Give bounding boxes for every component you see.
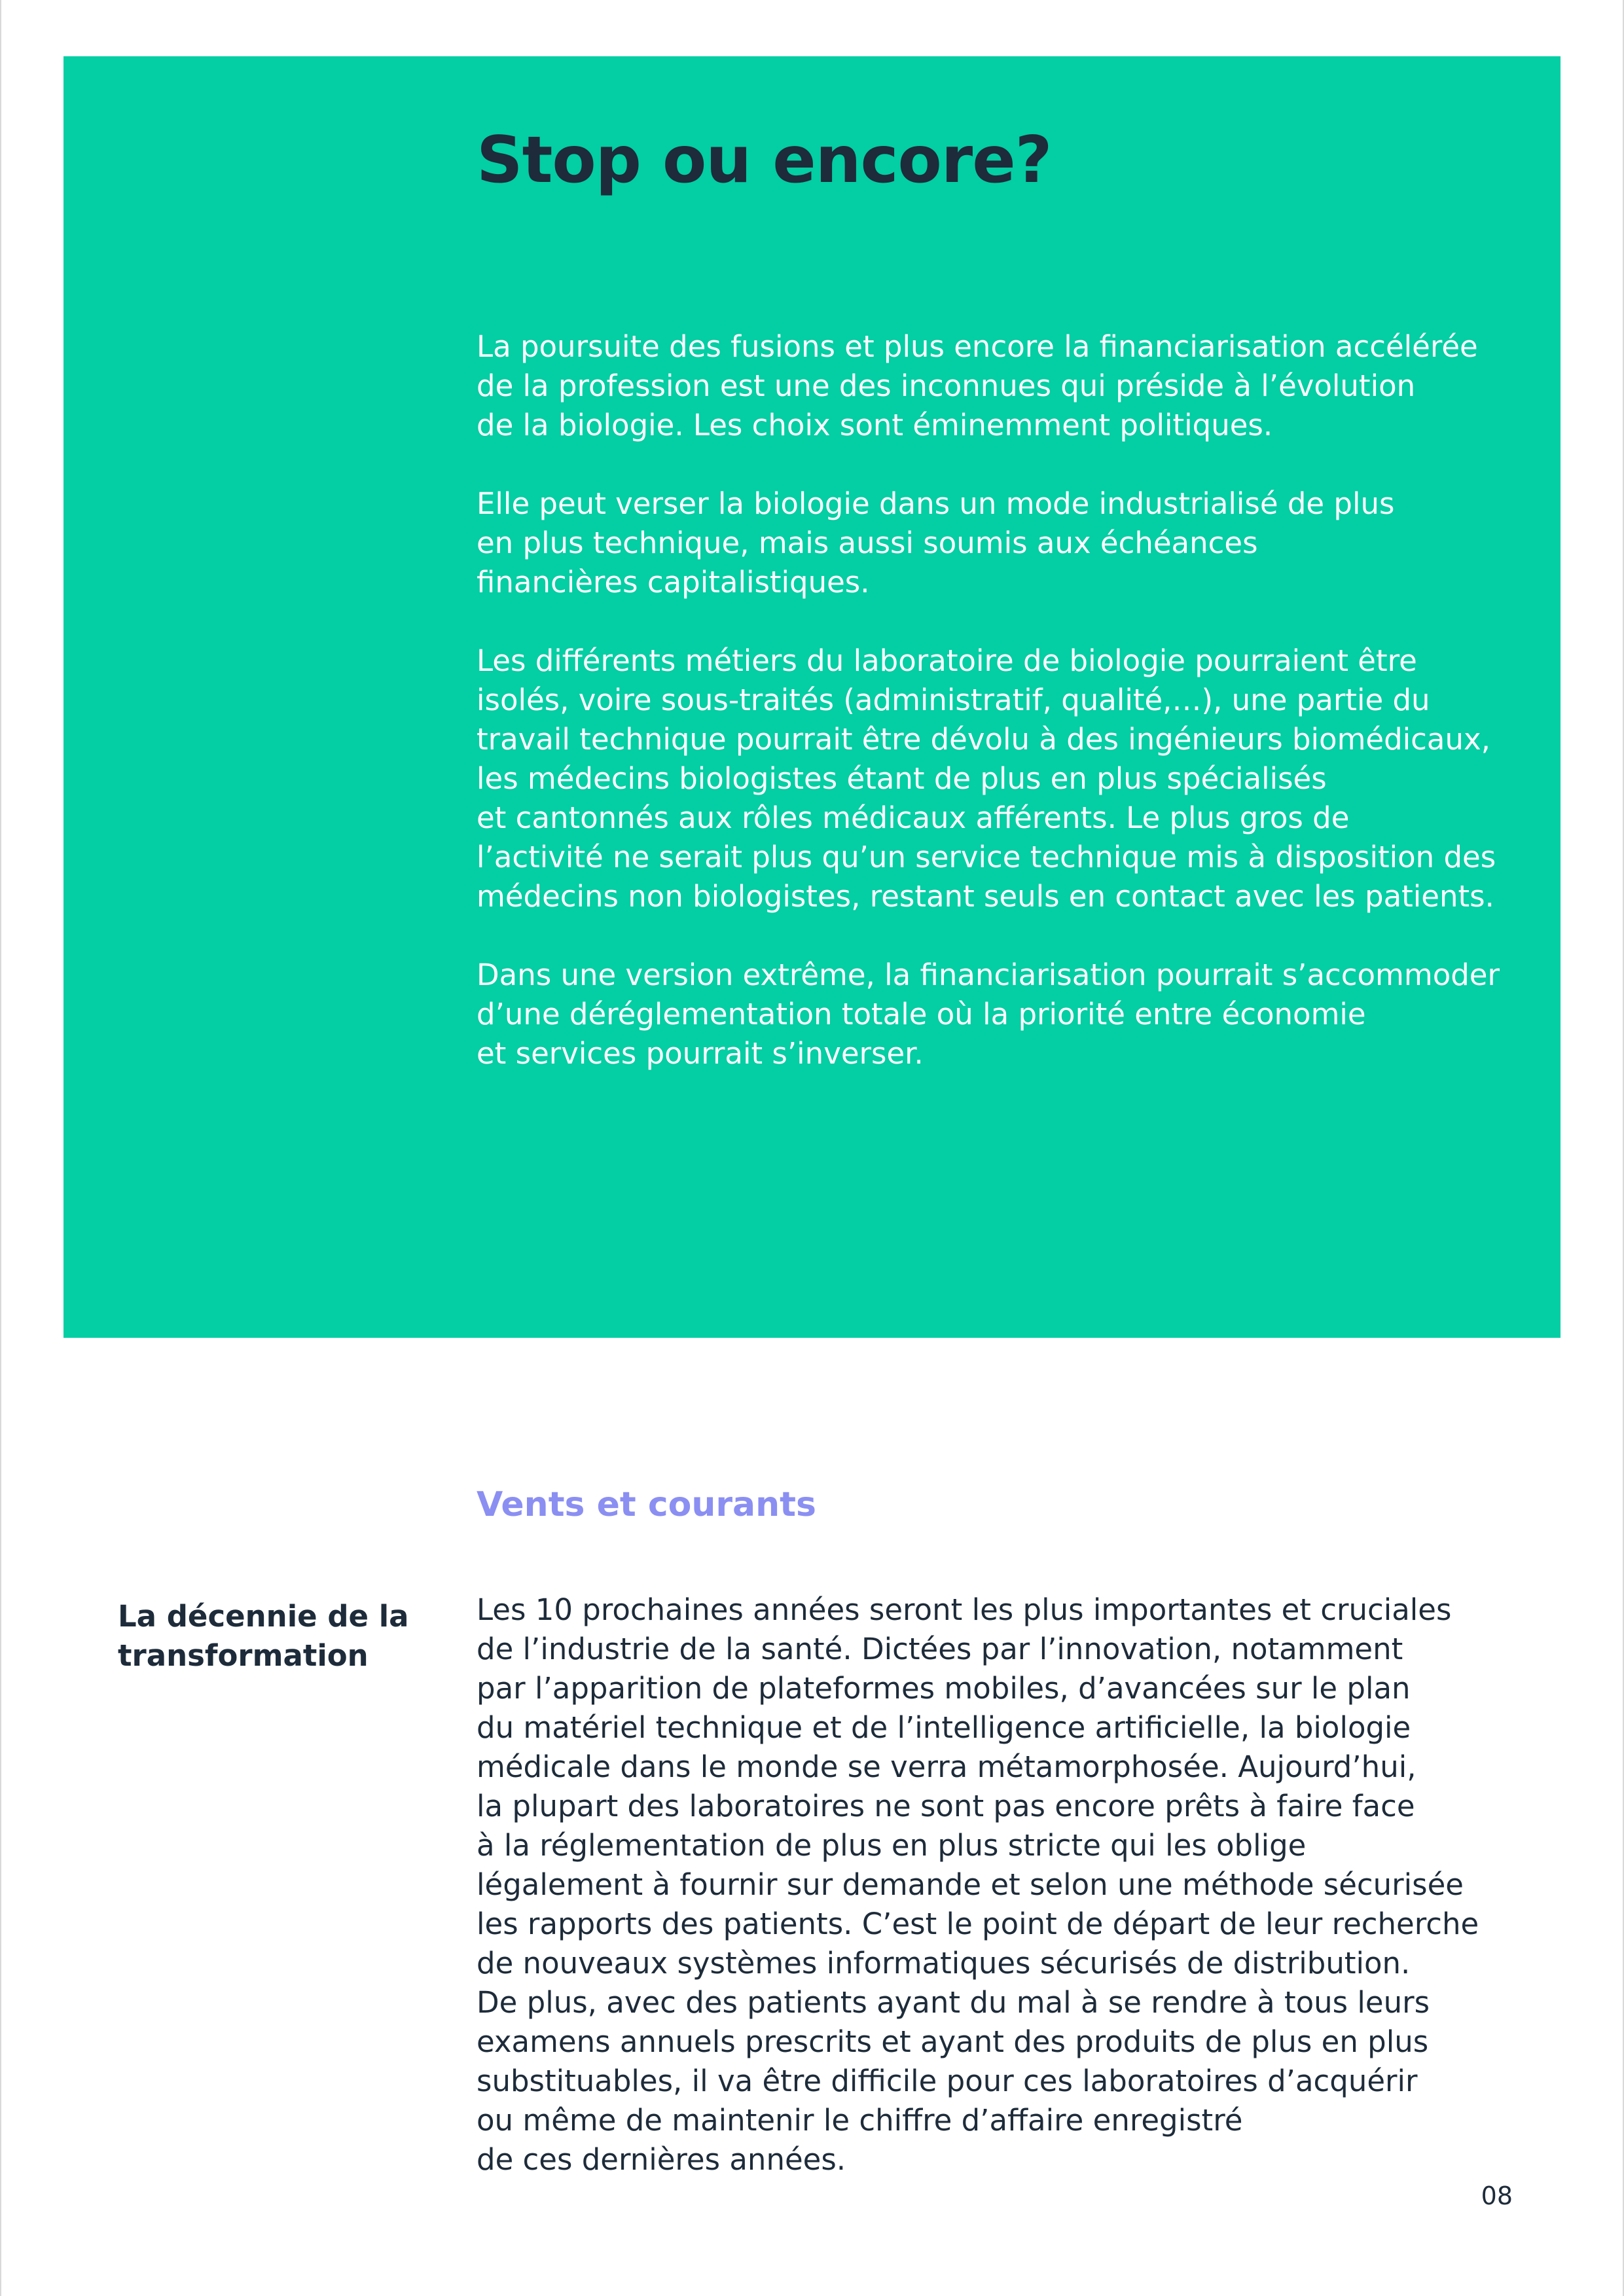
section-body-text: Les 10 prochaines années seront les plus importantes et cruciales de l’industrie de la santé. Dictées par l’innovation, notamment par l’apparition de plateformes mobiles, d’avancées sur le plan du matériel technique et de l’intelligence artificielle, la biologie médicale dans le monde se verra métamorphosée. Aujourd’hui, la plupart des laboratoires ne sont pas encore prêts à faire face à la réglementation de plus en plus stricte qui les oblige légalement à fournir sur demande et selon une méthode sécurisée les rapports des patients. C’est le point de départ de leur recherche de nouveaux systèmes informatiques sécurisés de distribution. De plus, avec des patients ayant du mal à se rendre à tous leurs examens annuels prescrits et ayant des produits de plus en plus substituables, il va être difficile pour ces laboratoires d’acquérir ou même de maintenir le chiffre d’affaire enregistré de ces dernières années. bbox=[477, 1592, 1479, 2177]
section-heading: Vents et courants bbox=[477, 1485, 816, 1524]
panel-paragraph: Elle peut verser la biologie dans un mode industrialisé de plus en plus technique, mais aussi soumis aux échéances financières capitalistiques. bbox=[477, 486, 1395, 600]
page-edge-left bbox=[0, 0, 1, 2296]
panel-body bbox=[477, 327, 1550, 1113]
panel-paragraph: Dans une version extrême, la financiarisation pourrait s’accommoder d’une déréglementation totale où la priorité entre économie et services pourrait s’inverser. bbox=[477, 958, 1500, 1071]
panel-paragraph: Les différents métiers du laboratoire de biologie pourraient être isolés, voire sous-traités (administratif, qualité,…), une partie du travail technique pourrait être dévolu à des ingénieurs biomédicaux, les médecins biologistes étant de plus en plus spécialisés et cantonnés aux rôles médicaux afférents. Le plus gros de l’activité ne serait plus qu’un service technique mis à disposition des médecins non biologistes, restant seuls en contact avec les patients. bbox=[477, 643, 1496, 914]
page-number: 08 bbox=[1481, 2181, 1513, 2210]
side-heading: La décennie de la transformation bbox=[118, 1599, 409, 1673]
panel-title: Stop ou encore? bbox=[477, 123, 1052, 198]
panel-paragraph: La poursuite des fusions et plus encore la financiarisation accélérée de la profession est une des inconnues qui préside à l’évolution de la biologie. Les choix sont éminemment politiques. bbox=[477, 329, 1478, 442]
